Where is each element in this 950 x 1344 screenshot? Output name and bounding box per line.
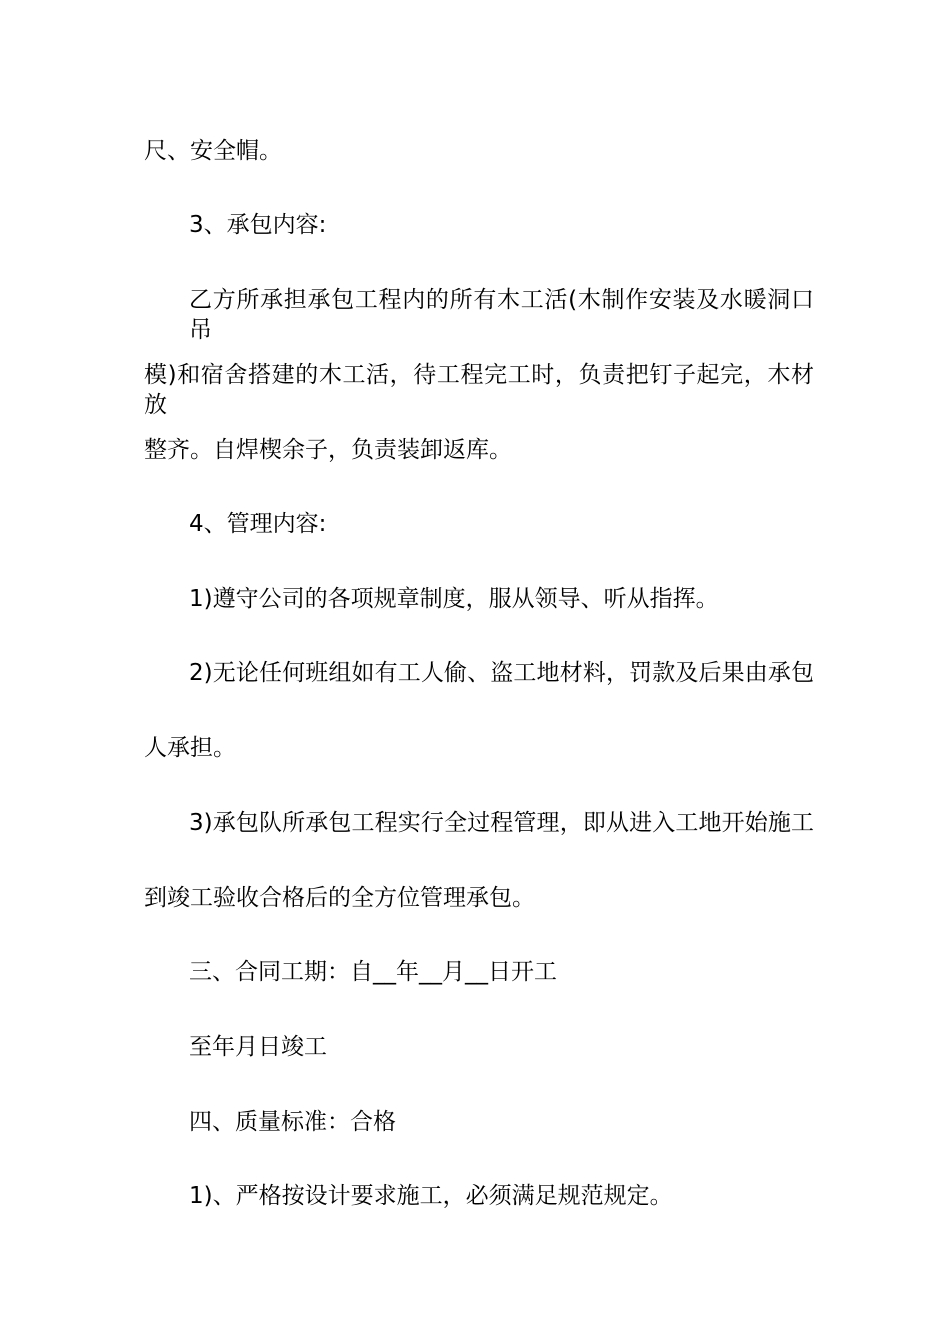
text-line-8: 2)无论任何班组如有工人偷、盗工地材料，罚款及后果由承包 bbox=[189, 660, 814, 686]
section-heading-contract-content: 3、承包内容: bbox=[189, 212, 327, 238]
text-line-3: 乙方所承担承包工程内的所有木工活(木制作安装及水暖洞口吊 bbox=[189, 287, 814, 343]
text-line-10: 3)承包队所承包工程实行全过程管理，即从进入工地开始施工 bbox=[189, 810, 814, 836]
text-line-7: 1)遵守公司的各项规章制度，服从领导、听从指挥。 bbox=[189, 586, 719, 612]
text-line-13: 至年月日竣工 bbox=[189, 1034, 327, 1060]
text-line-11: 到竣工验收合格后的全方位管理承包。 bbox=[144, 885, 535, 911]
text-line-9: 人承担。 bbox=[144, 735, 236, 761]
section-heading-quality-standard: 四、质量标准：合格 bbox=[189, 1109, 396, 1135]
section-heading-contract-period: 三、合同工期：自__年__月__日开工 bbox=[189, 959, 557, 985]
text-line-4: 模)和宿舍搭建的木工活，待工程完工时，负责把钉子起完，木材放 bbox=[144, 362, 814, 418]
section-heading-management-content: 4、管理内容: bbox=[189, 511, 327, 537]
text-line-1: 尺、安全帽。 bbox=[144, 138, 282, 164]
text-line-15: 1)、严格按设计要求施工，必须满足规范规定。 bbox=[189, 1183, 673, 1209]
text-line-5: 整齐。自焊楔余子，负责装卸返库。 bbox=[144, 437, 512, 463]
